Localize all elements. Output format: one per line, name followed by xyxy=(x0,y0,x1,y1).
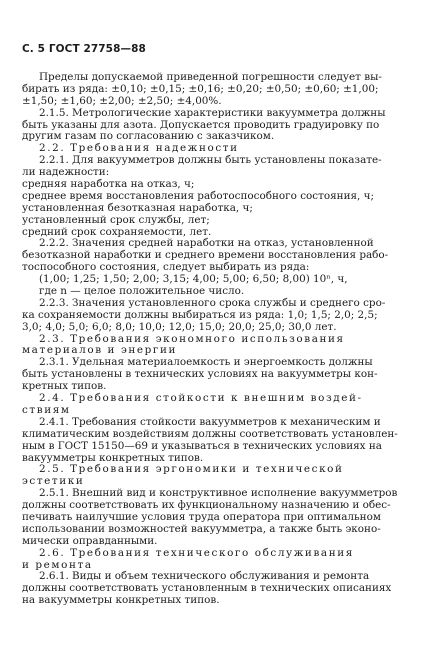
text-line: где n — целое положительное число. xyxy=(39,285,245,298)
text-line: мически оправданными. xyxy=(22,534,158,547)
body-text xyxy=(22,72,414,607)
text-line: использовании возможностей вакуумметра, а также быть эконо- xyxy=(22,522,381,535)
standard-designation: ГОСТ 27758—88 xyxy=(48,43,146,55)
text-line: 2.4. Требования стойкости к внешним воздей- xyxy=(39,392,363,405)
text-line: эстетики xyxy=(22,475,85,488)
text-line: ка сохраняемости должны выбираться из ряда: 1,0; 1,5; 2,0; 2,5; xyxy=(22,308,378,321)
text-line: Пределы допускаемой приведенной погрешности следует вы- xyxy=(39,71,382,83)
text-line: кретных типов. xyxy=(22,380,107,393)
text-line: 2.5.1. Внешний вид и конструктивное исполнение вакуумметров xyxy=(39,487,398,500)
text-line: 2.1.5. Метрологические характеристики вакуумметра должны xyxy=(39,106,386,119)
text-line: 2.2.2. Значения средней наработки на отказ, установленной xyxy=(39,237,374,250)
text-line: должны соответствовать их функциональному назначению и обес- xyxy=(22,499,391,512)
text-line: 2.6. Требования технического обслуживания xyxy=(39,546,354,559)
text-line: ли надежности: xyxy=(22,166,110,179)
text-line: установленная безотказная наработка, ч; xyxy=(22,201,253,214)
text-line: печивать наилучшие условия труда оператора при оптимальном xyxy=(22,510,381,523)
text-line: климатическим воздействиям должны соответствовать установлен- xyxy=(22,427,398,440)
text-line: установленный срок службы, лет; xyxy=(22,213,210,226)
text-line: материалов и энергии xyxy=(22,344,178,357)
text-line: 2.2.1. Для вакуумметров должны быть установлены показате- xyxy=(39,154,382,167)
text-line: безотказной наработки и среднего времени восстановления рабо- xyxy=(22,249,389,262)
text-line: ствиям xyxy=(22,403,71,416)
text-line: 2.2.3. Значения установленного срока службы и среднего сро- xyxy=(39,296,386,309)
text-line: 2.3.1. Удельная материалоемкость и энергоемкость должны xyxy=(39,356,373,369)
text-line: быть указаны для азота. Допускается проводить градуировку по xyxy=(22,118,380,131)
text-line: бирать из ряда: ±0,10; ±0,15; ±0,16; ±0,20; ±0,50; ±0,60; ±1,00; xyxy=(22,82,379,95)
text-line: тоспособного состояния, следует выбирать из ряда: xyxy=(22,261,310,274)
text-line: вакуумметры конкретных типов. xyxy=(22,451,204,464)
text-line: 2.5. Требования эргономики и технической xyxy=(39,463,344,476)
text-line: средний срок сохраняемости, лет. xyxy=(22,225,212,238)
page-header xyxy=(22,43,146,55)
text-line: должны соответствовать установленным в технических описаниях xyxy=(22,582,392,595)
text-line: 3,0; 4,0; 5,0; 6,0; 8,0; 10,0; 12,0; 15,0; 20,0; 25,0; 30,0 лет. xyxy=(22,320,337,333)
text-line: 2.4.1. Требования стойкости вакуумметров к механическим и xyxy=(39,415,381,428)
text-line: другим газам по согласованию с заказчиком. xyxy=(22,130,275,143)
text-line: и ремонта xyxy=(22,558,93,571)
text-line: (1,00; 1,25; 1,50; 2,00; 3,15; 4,00; 5,00; 6,50; 8,00) 10ⁿ, ч, xyxy=(39,273,348,286)
text-line: средняя наработка на отказ, ч; xyxy=(22,178,195,191)
text-line: ±1,50; ±1,60; ±2,00; ±2,50; ±4,00%. xyxy=(22,94,222,107)
text-line: среднее время восстановления работоспособного состояния, ч; xyxy=(22,189,375,202)
text-line: ным в ГОСТ 15150—69 и указываться в технических условиях на xyxy=(22,439,382,452)
text-line: на вакуумметры конкретных типов. xyxy=(22,594,220,607)
text-line: 2.6.1. Виды и объем технического обслуживания и ремонта xyxy=(39,570,370,583)
page-number: С. 5 xyxy=(22,43,46,55)
text-line: 2.2. Требования надежности xyxy=(39,142,239,155)
text-line: быть установлены в технических условиях на вакуумметры кон- xyxy=(22,368,378,381)
text-line: 2.3. Требования экономного использования xyxy=(39,332,345,345)
